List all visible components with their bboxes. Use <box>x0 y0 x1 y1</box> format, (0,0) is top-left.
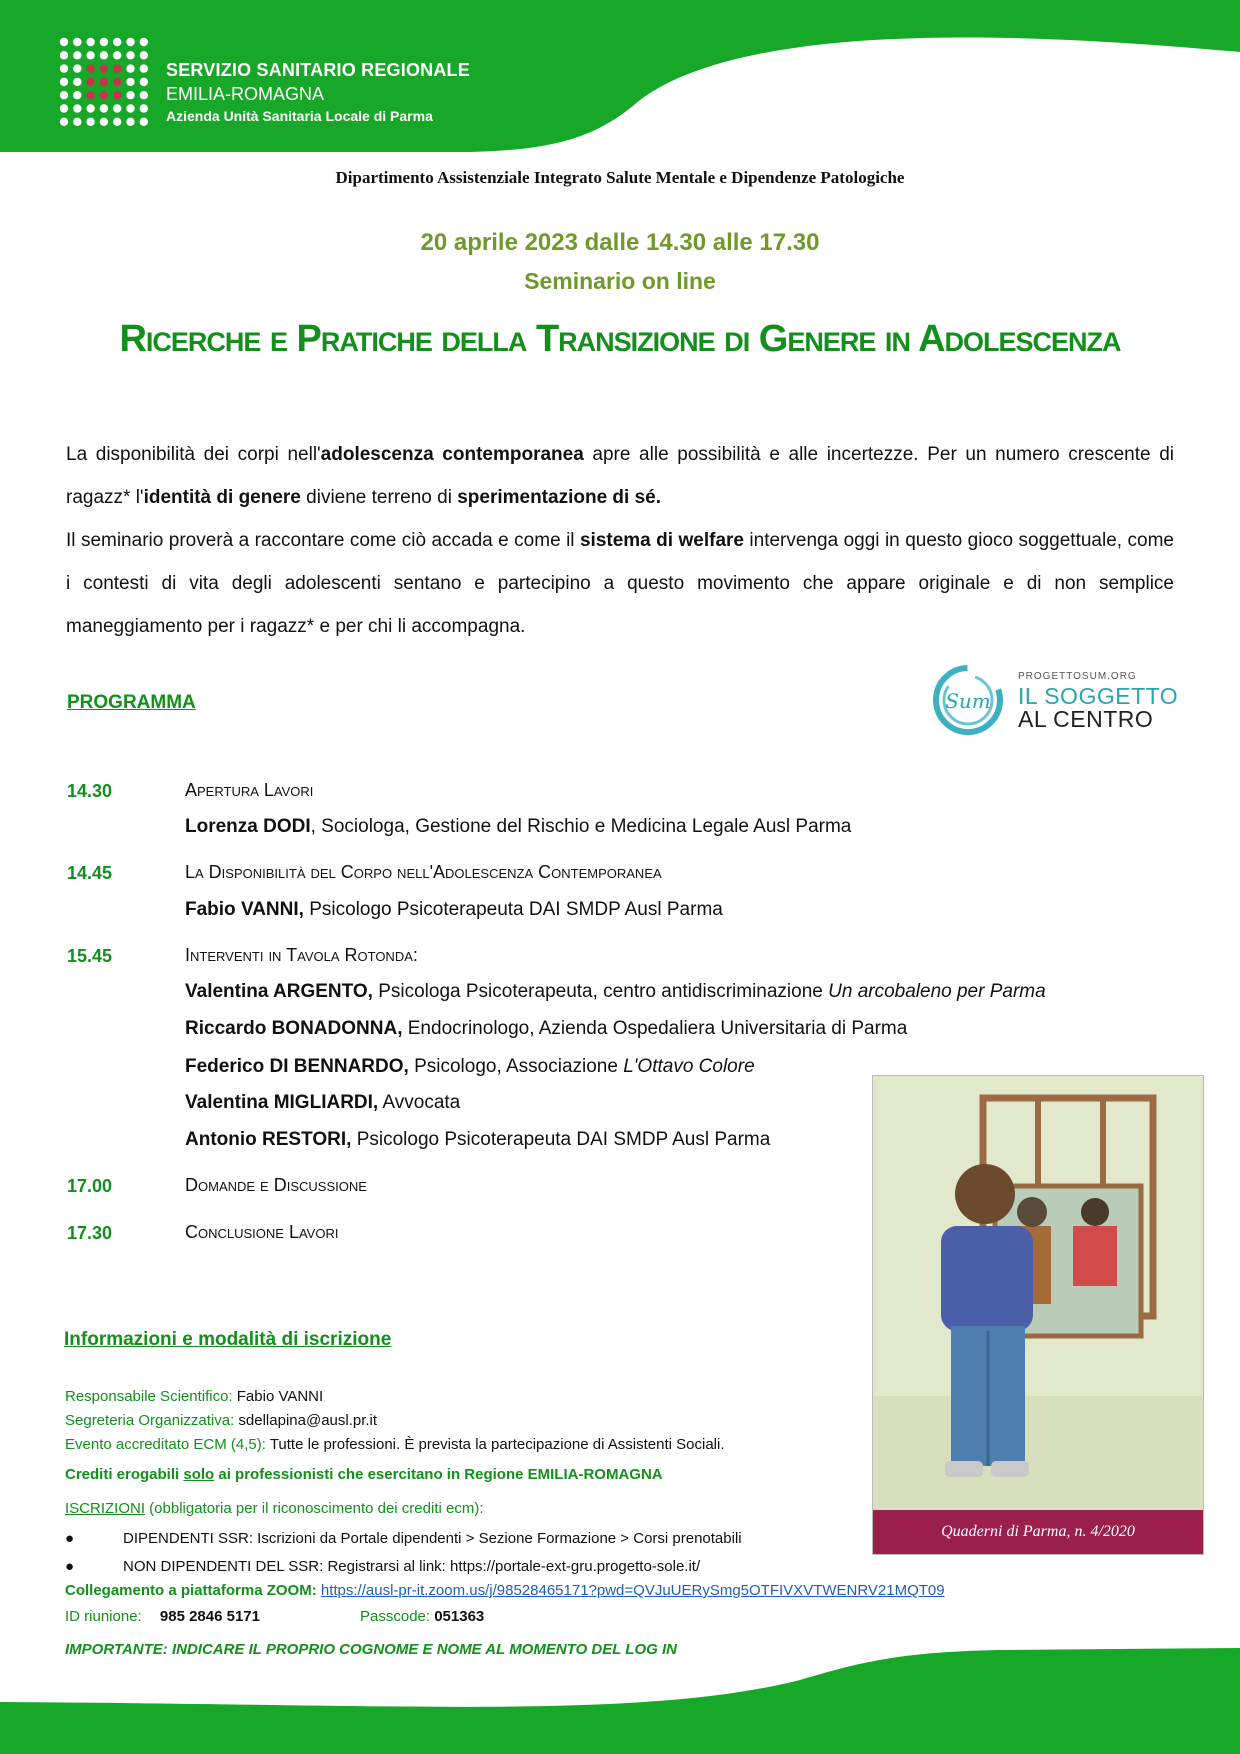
logo-dot <box>113 78 121 86</box>
logo-dot <box>140 118 148 126</box>
org-agency: Azienda Unità Sanitaria Locale di Parma <box>166 108 433 124</box>
logo-dot <box>100 64 108 72</box>
logo-dot <box>60 64 68 72</box>
logo-dot <box>86 118 94 126</box>
logo-dot <box>86 38 94 46</box>
logo-dot <box>126 118 134 126</box>
logo-dot <box>140 64 148 72</box>
speaker: Valentina ARGENTO, Psicologa Psicoterapeuta, centro antidiscriminazione Un arcobaleno per Parma <box>185 981 1046 1002</box>
event-date: 20 aprile 2023 dalle 14.30 alle 17.30 <box>420 229 820 256</box>
sum-site: PROGETTOSUM.ORG <box>1018 671 1137 682</box>
logo-dot <box>60 104 68 112</box>
logo-dot <box>60 118 68 126</box>
info-heading: Informazioni e modalità di iscrizione <box>64 1329 392 1350</box>
cover-illustration <box>872 1075 1204 1555</box>
logo-dot <box>73 38 81 46</box>
ecm-info: Evento accreditato ECM (4,5): Tutte le professioni. È prevista la partecipazione di Assistenti Sociali. <box>65 1436 725 1453</box>
speaker: Fabio VANNI, Psicologo Psicoterapeuta DAI SMDP Ausl Parma <box>185 899 723 920</box>
logo-dot <box>73 64 81 72</box>
program-title: Conclusione Lavori <box>185 1222 339 1242</box>
bullet-icon: ● <box>65 1530 75 1547</box>
logo-dot <box>126 104 134 112</box>
meeting-id: ID riunione: 985 2846 5171 <box>65 1608 260 1625</box>
speaker: Valentina MIGLIARDI, Avvocata <box>185 1092 461 1113</box>
logo-dot <box>86 91 94 99</box>
speaker: Federico DI BENNARDO, Psicologo, Associazione L'Ottavo Colore <box>185 1056 755 1077</box>
logo-dot <box>60 78 68 86</box>
logo-dot <box>73 91 81 99</box>
logo-dot <box>113 51 121 59</box>
registration-heading: ISCRIZIONI (obbligatoria per il riconoscimento dei crediti ecm): <box>65 1500 484 1517</box>
logo-dot <box>86 64 94 72</box>
program-title: Domande e Discussione <box>185 1175 367 1195</box>
zoom-info: Collegamento a piattaforma ZOOM: https://ausl-pr-it.zoom.us/j/98528465171?pwd=QVJuUERySmg5OTFIVXVTWENRV21MQT09 <box>65 1582 945 1599</box>
sum-logo-icon <box>928 660 1010 742</box>
logo-dot <box>100 91 108 99</box>
event-type: Seminario on line <box>524 268 716 294</box>
svg-text:Sum: Sum <box>945 689 991 713</box>
logo-dot <box>126 78 134 86</box>
logo-dot <box>60 51 68 59</box>
passcode: Passcode: 051363 <box>360 1608 485 1625</box>
logo-dot <box>113 64 121 72</box>
cover-caption: Quaderni di Parma, n. 4/2020 <box>873 1510 1203 1554</box>
credits-info: Crediti erogabili solo ai professionisti che esercitano in Regione EMILIA-ROMAGNA <box>65 1466 663 1483</box>
logo-dot <box>126 51 134 59</box>
footer-band <box>0 1640 1240 1754</box>
logo-dot <box>140 104 148 112</box>
scientific-lead: Responsabile Scientifico: Fabio VANNI <box>65 1388 324 1405</box>
program-time: 14.30 <box>67 781 113 801</box>
logo-dot <box>86 51 94 59</box>
intro-text: La disponibilità dei corpi nell'adolescenza contemporanea apre alle possibilità e alle incertezze. Per un numero crescente di ragazz* l'identità di genere diviene terreno di sperimentazione di sé. Il seminario proverà a raccontare come ciò accada e come il sistema di welfare intervenga oggi in questo gioco soggettuale, come i contesti di vita degli adolescenti sentano e partecipino a questo movimento che appare originale e di non semplice maneggiamento per i ragazz* e per chi li accompagna. <box>66 444 1174 637</box>
logo-dot <box>86 104 94 112</box>
important-note: IMPORTANTE: INDICARE IL PROPRIO COGNOME E NOME AL MOMENTO DEL LOG IN <box>65 1641 677 1658</box>
logo-dot <box>140 51 148 59</box>
logo-dot <box>126 38 134 46</box>
ssr-logo-icon <box>58 36 150 128</box>
logo-dot <box>126 91 134 99</box>
logo-dot <box>140 91 148 99</box>
program-title: Interventi in Tavola Rotonda: <box>185 945 418 965</box>
logo-dot <box>73 51 81 59</box>
program-time: 17.30 <box>67 1223 113 1243</box>
program-time: 17.00 <box>67 1176 113 1196</box>
logo-dot <box>73 118 81 126</box>
logo-dot <box>100 104 108 112</box>
org-region: EMILIA-ROMAGNA <box>166 84 325 104</box>
logo-dot <box>60 91 68 99</box>
logo-dot <box>113 104 121 112</box>
logo-dot <box>140 38 148 46</box>
program-heading: PROGRAMMA <box>67 692 196 713</box>
sum-line2: AL CENTRO <box>1018 706 1154 732</box>
logo-dot <box>100 51 108 59</box>
logo-dot <box>113 91 121 99</box>
logo-dot <box>73 104 81 112</box>
org-name: SERVIZIO SANITARIO REGIONALE <box>166 60 470 80</box>
logo-dot <box>86 78 94 86</box>
program-time: 14.45 <box>67 863 113 883</box>
sum-line1: IL SOGGETTO <box>1018 683 1179 709</box>
logo-dot <box>126 64 134 72</box>
department: Dipartimento Assistenziale Integrato Salute Mentale e Dipendenze Patologiche <box>335 168 905 187</box>
bullet-icon: ● <box>65 1558 75 1575</box>
speaker: Lorenza DODI, Sociologa, Gestione del Rischio e Medicina Legale Ausl Parma <box>185 816 852 837</box>
logo-dot <box>60 38 68 46</box>
program-title: La Disponibilità del Corpo nell'Adolescenza Contemporanea <box>185 862 662 882</box>
logo-dot <box>100 78 108 86</box>
organizing-secretary: Segreteria Organizzativa: sdellapina@ausl.pr.it <box>65 1412 378 1429</box>
program-time: 15.45 <box>67 946 113 966</box>
page-title: Ricerche e Pratiche della Transizione di Genere in Adolescenza <box>119 318 1121 360</box>
program-title: Apertura Lavori <box>185 780 314 800</box>
logo-dot <box>73 78 81 86</box>
logo-dot <box>100 118 108 126</box>
speaker: Riccardo BONADONNA, Endocrinologo, Azienda Ospedaliera Universitaria di Parma <box>185 1018 908 1039</box>
speaker: Antonio RESTORI, Psicologo Psicoterapeuta DAI SMDP Ausl Parma <box>185 1129 771 1150</box>
zoom-link[interactable]: https://ausl-pr-it.zoom.us/j/98528465171?pwd=QVJuUERySmg5OTFIVXVTWENRV21MQT09 <box>320 1582 945 1599</box>
logo-dot <box>140 78 148 86</box>
logo-dot <box>113 38 121 46</box>
logo-dot <box>100 38 108 46</box>
logo-dot <box>113 118 121 126</box>
